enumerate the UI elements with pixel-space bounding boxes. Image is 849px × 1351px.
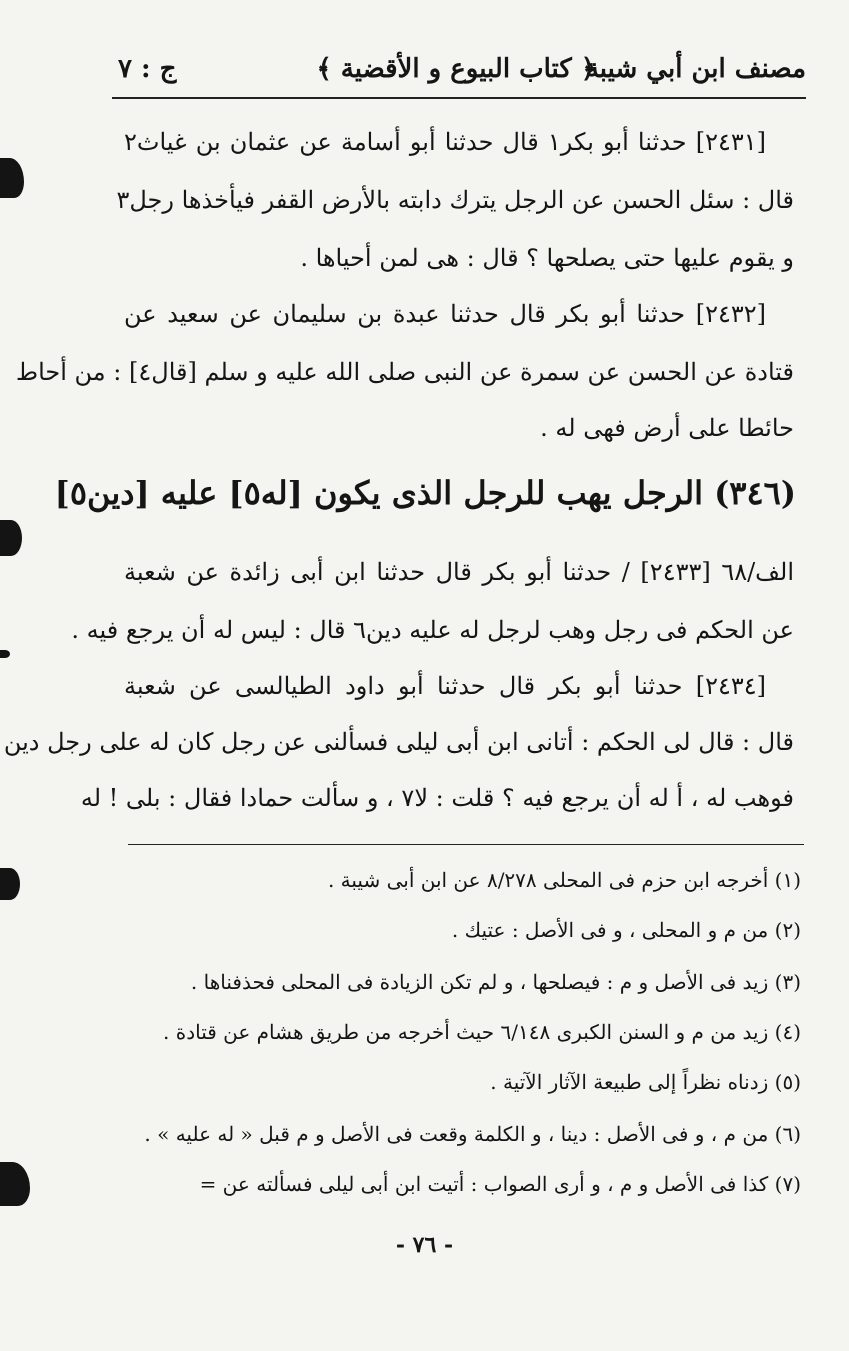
text-line: [٢٤٣٢] حدثنا أبو بكر قال حدثنا عبدة بن سليمان عن سعيد عن <box>124 300 766 328</box>
scan-blot <box>0 1162 30 1206</box>
page-number: - ٧٦ - <box>395 1232 454 1258</box>
header-rule <box>112 97 806 99</box>
scan-blot <box>0 650 10 658</box>
text-line: قتادة عن الحسن عن سمرة عن النبى صلى الله عليه و سلم [قال٤] : من أحاط <box>15 358 794 386</box>
scan-blot <box>0 520 22 556</box>
scan-blot <box>0 158 24 198</box>
volume-number: ج : ٧ <box>118 54 177 84</box>
text-line: فوهب له ، أ له أن يرجع فيه ؟ قلت : لا٧ ، و سألت حمادا فقال : بلى ! له <box>80 784 794 812</box>
footnote: (٣) زيد فى الأصل و م : فيصلحها ، و لم تكن الزيادة فى المحلى فحذفناها . <box>190 970 801 994</box>
footnote: (٧) كذا فى الأصل و م ، و أرى الصواب : أتيت ابن أبى ليلى فسألته عن = <box>199 1172 801 1196</box>
text-line: حائطا على أرض فهى له . <box>540 414 794 442</box>
scan-blot <box>0 868 20 900</box>
text-line: قال : قال لى الحكم : أتانى ابن أبى ليلى فسألنى عن رجل كان له على رجل دين <box>3 728 794 756</box>
running-header <box>118 48 806 98</box>
chapter-heading: (٣٤٦) الرجل يهب للرجل الذى يكون [له٥] عليه [دين٥] <box>54 474 796 512</box>
footnote: (١) أخرجه ابن حزم فى المحلى ٨/٢٧٨ عن ابن أبى شيبة . <box>327 868 801 892</box>
text-line: قال : سئل الحسن عن الرجل يترك دابته بالأرض القفر فيأخذها رجل٣ <box>116 186 794 214</box>
text-line: و يقوم عليها حتى يصلحها ؟ قال : هى لمن أحياها . <box>300 244 794 272</box>
text-line: [٢٤٣٤] حدثنا أبو بكر قال حدثنا أبو داود الطيالسى عن شعبة <box>124 672 766 700</box>
text-line: عن الحكم فى رجل وهب لرجل له عليه دين٦ قال : ليس له أن يرجع فيه . <box>71 616 794 644</box>
book-title: مصنف ابن أبي شيبة <box>585 54 806 84</box>
footnote-rule <box>128 844 804 845</box>
text-line: [٢٤٣١] حدثنا أبو بكر١ قال حدثنا أبو أسامة عن عثمان بن غياث٢ <box>124 128 767 156</box>
footnote: (٥) زدناه نظراً إلى طبيعة الآثار الآتية . <box>490 1070 801 1094</box>
footnote: (٢) من م و المحلى ، و فى الأصل : عتيك . <box>451 918 801 942</box>
text-line: الف/٦٨ [٢٤٣٣] / حدثنا أبو بكر قال حدثنا ابن أبى زائدة عن شعبة <box>124 558 795 586</box>
section-title: ﴿ كتاب البيوع و الأقضية ﴾ <box>316 54 596 84</box>
footnote: (٤) زيد من م و السنن الكبرى ٦/١٤٨ حيث أخرجه من طريق هشام عن قتادة . <box>163 1020 801 1044</box>
footnote: (٦) من م ، و فى الأصل : دينا ، و الكلمة وقعت فى الأصل و م قبل « له عليه » . <box>144 1122 801 1146</box>
